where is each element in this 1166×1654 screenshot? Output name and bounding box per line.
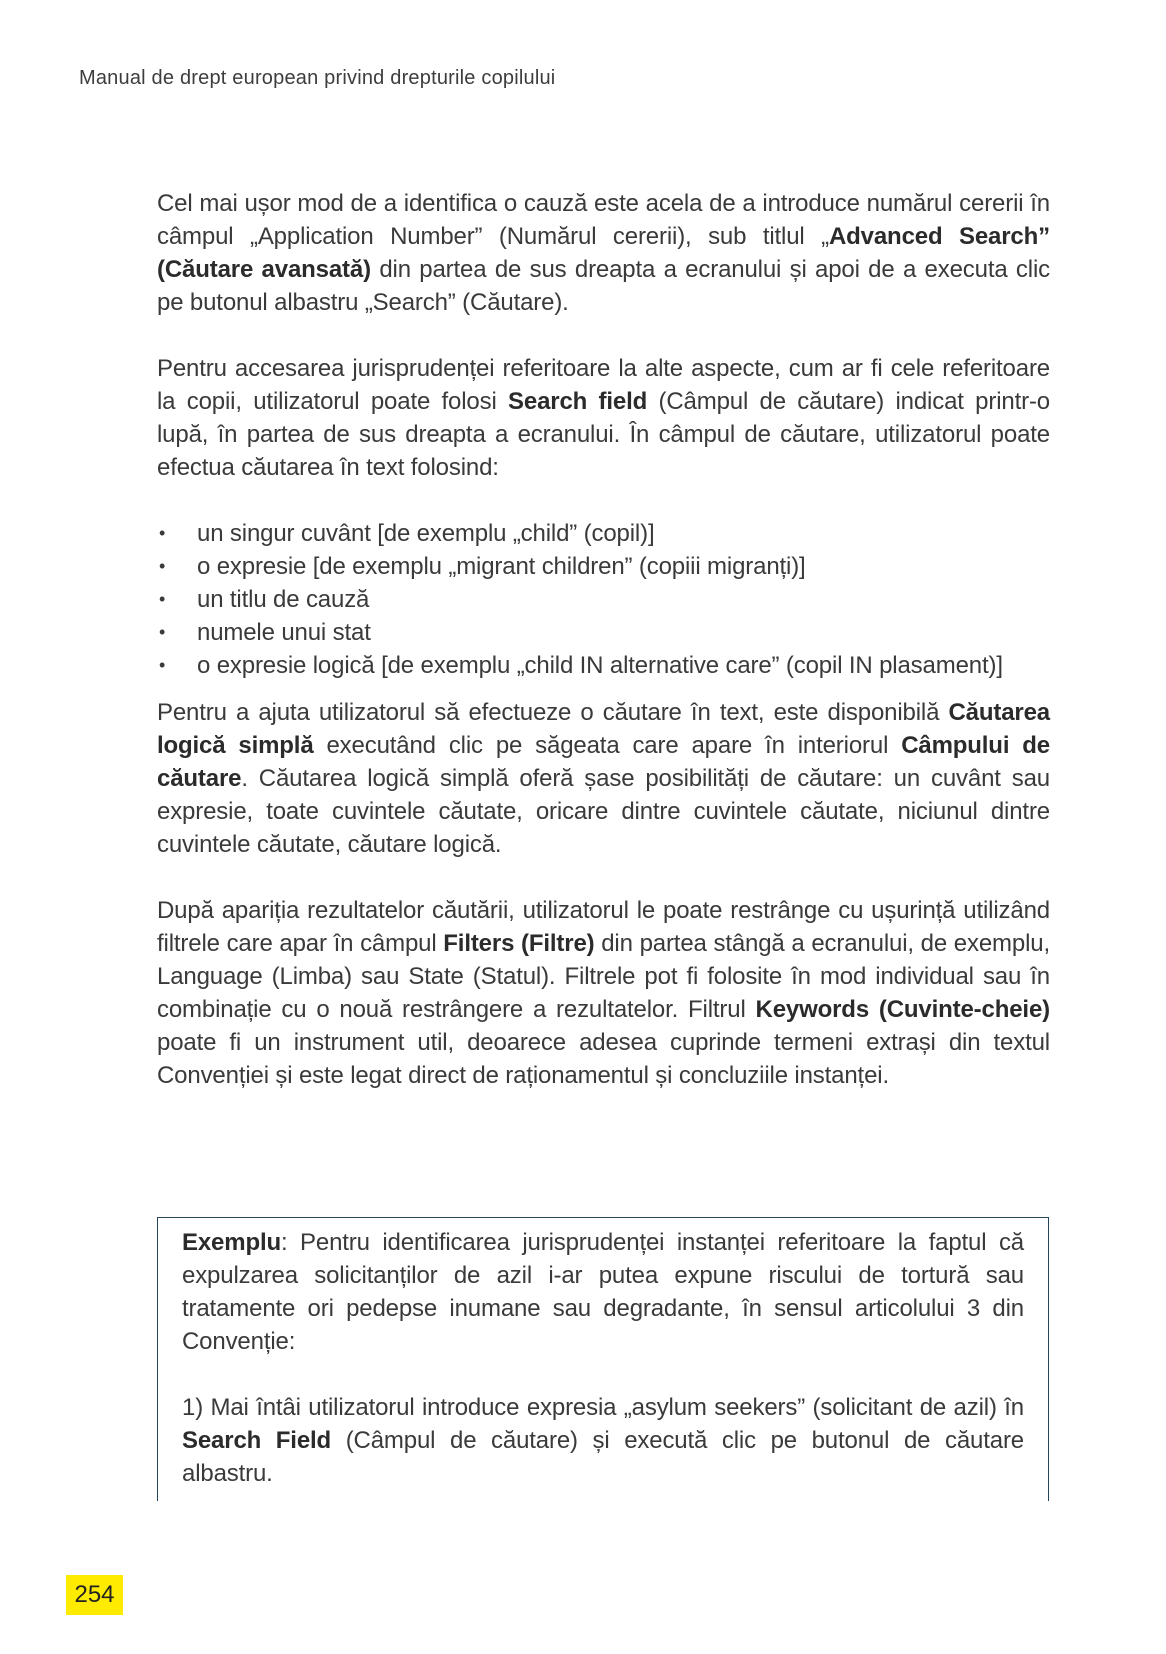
bold-search-field: Search field [508,388,648,415]
list-item: • numele unui stat [157,616,1050,649]
example-label: Exemplu [182,1229,281,1256]
list-item: • o expresie [de exemplu „migrant children” (copiii migranți)] [157,550,1050,583]
text: Pentru a ajuta utilizatorul să efectueze o căutare în text, este disponibilă [157,699,949,726]
bullet-icon: • [159,556,166,576]
bold-search-field-example: Search Field [182,1427,332,1454]
text: (Câmpul de căutare) indicat printr-o lupă, în partea de sus dreapta a ecranului. În câmpul de căutare, utilizatorul poate efectua căutarea în text folosind: [157,388,1050,481]
bullet-icon: • [159,523,166,543]
list-item: • un titlu de cauză [157,583,1050,616]
text: poate fi un instrument util, deoarece adesea cuprinde termeni extrași din textul Convenției și este legat direct de raționamentul și concluziile instanței. [157,1029,1050,1089]
text: După apariția rezultatelor căutării, utilizatorul le poate restrânge cu ușurință utilizând filtrele care apar în câmpul [157,897,1050,957]
search-options-list [157,517,1050,682]
example-step-1: 1) Mai întâi utilizatorul introduce expresia „asylum seekers” (solicitant de azil) în Search Field (Câmpul de căutare) și execută clic pe butonul de căutare albastru. [182,1394,1024,1487]
bold-simple-boolean-search: Căutarea logică simplă [157,699,1050,759]
bold-advanced-search: Advanced Search” (Căutare avansată) [157,223,1050,283]
paragraph-search-field [157,352,1050,484]
bold-keywords: Keywords (Cuvinte-cheie) [755,996,1050,1023]
main-content [157,187,1050,1092]
bold-search-field-ro: Câmpului de căutare [157,732,1050,792]
paragraph-filters [157,894,1050,1092]
list-item: • un singur cuvânt [de exemplu „child” (copil)] [157,517,1050,550]
running-header: Manual de drept european privind drepturile copilului [79,67,556,89]
text: . Căutarea logică simplă oferă șase posibilități de căutare: un cuvânt sau expresie, toate cuvintele căutate, oricare dintre cuvintele căutate, niciunul dintre cuvintele căutate, căutare logică. [157,765,1050,858]
example-intro: Exemplu: Pentru identificarea jurisprudenței instanței referitoare la faptul că expulzarea solicitanților de azil i-ar putea expune riscului de tortură sau tratamente ori pedepse inumane sau degradante, în sensul articolului 3 din Convenție: [182,1229,1024,1355]
text: din partea stângă a ecranului, de exemplu, Language (Limba) sau State (Statul). Filtrele pot fi folosite în mod individual sau în combinație cu o nouă restrângere a rezultatelor. Filtrul [157,930,1050,1023]
bold-filters: Filters (Filtre) [443,930,595,957]
bullet-icon: • [159,589,166,609]
paragraph-boolean-search [157,696,1050,861]
text: executând clic pe săgeata care apare în interiorul [313,732,902,759]
text: Pentru accesarea jurisprudenței referitoare la alte aspecte, cum ar fi cele referitoare la copii, utilizatorul poate folosi [157,355,1050,415]
text: Cel mai ușor mod de a identifica o cauză este acela de a introduce numărul cererii în câmpul „Application Number” (Numărul cererii), sub titlul „ [157,190,1050,250]
example-content [182,1226,1024,1523]
paragraph-application-number [157,187,1050,319]
text: din partea de sus dreapta a ecranului și apoi de a executa clic pe butonul albastru „Search” (Căutare). [157,256,1051,316]
bullet-icon: • [159,622,166,642]
list-item: • o expresie logică [de exemplu „child IN alternative care” (copil IN plasament)] [157,649,1050,682]
example-box [157,1217,1049,1501]
page-number: 254 [66,1575,123,1615]
bullet-icon: • [159,655,166,675]
